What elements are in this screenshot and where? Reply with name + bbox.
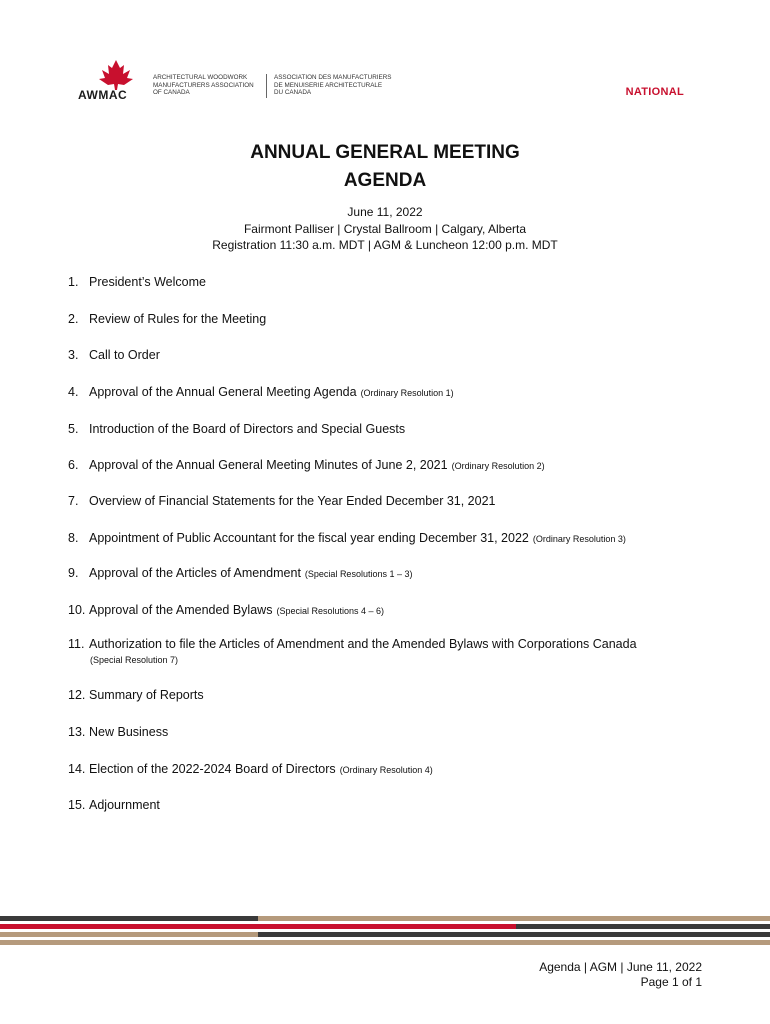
agenda-item-text: Authorization to file the Articles of Amendment and the Amended Bylaws with Corporations Canada [89,637,637,651]
org-name-english: ARCHITECTURAL WOODWORK MANUFACTURERS ASSOCIATION OF CANADA [153,74,254,97]
agenda-item [68,688,204,702]
agenda-item [68,348,160,362]
agenda-item [68,603,384,617]
footer-page-number: Page 1 of 1 [640,975,702,989]
agenda-item [68,422,405,436]
document-title: ANNUAL GENERAL MEETING [250,142,520,163]
agenda-item-text: Approval of the Annual General Meeting Minutes of June 2, 2021 [89,458,448,472]
agenda-item-number: 5. [68,422,79,436]
document-subtitle: AGENDA [343,170,427,191]
awmac-logo [78,60,398,102]
agenda-item-number: 6. [68,458,79,472]
agenda-item-text: Review of Rules for the Meeting [89,312,267,326]
agenda-item-text: Overview of Financial Statements for the Year Ended December 31, 2021 [89,494,496,508]
agenda-item-number: 8. [68,531,79,545]
meeting-venue: Fairmont Palliser | Crystal Ballroom | Calgary, Alberta [243,222,527,236]
agenda-item [68,312,266,326]
agenda-item-number: 1. [68,275,79,289]
agenda-item-number: 4. [68,385,79,399]
agenda-item-text: Election of the 2022-2024 Board of Directors [89,762,336,776]
agenda-item-number: 10. [68,603,86,617]
agenda-item [68,566,412,580]
agenda-item [68,637,637,651]
agenda-item-number: 12. [68,688,86,702]
agenda-item-number: 11. [68,637,85,651]
footer-band-tan-2 [0,932,258,937]
footer-band-dark-1 [0,916,258,921]
agenda-item [68,798,160,812]
agenda-item-number: 9. [68,566,79,580]
agenda-item [68,762,433,776]
agenda-item-text: Adjournment [89,798,160,812]
meeting-date: June 11, 2022 [347,205,423,219]
agenda-item-text: Approval of the Amended Bylaws [89,603,273,617]
footer-band-red-1 [0,924,516,929]
agenda-item [68,275,206,289]
national-label: NATIONAL [625,86,684,98]
agenda-item-number: 14. [68,762,86,776]
logo-divider [266,74,267,98]
footer-band-tan-1 [258,916,770,921]
logo-wordmark: AWMAC [78,88,128,102]
agenda-item-number: 13. [68,725,86,739]
footer-band-tan-3 [0,940,770,945]
agenda-item-text: Introduction of the Board of Directors and Special Guests [89,422,406,436]
footer-band-dark-3 [258,932,770,937]
org-name-french: ASSOCIATION DES MANUFACTURIERS DE MENUISERIE ARCHITECTURALE DU CANADA [274,74,392,97]
agenda-item [68,725,168,739]
agenda-item [68,531,626,545]
agenda-item-resolution: (Ordinary Resolution 3) [532,534,626,544]
agenda-item-text: Approval of the Articles of Amendment [89,566,301,580]
agenda-item-text: President’s Welcome [89,275,206,289]
agenda-item-resolution: (Special Resolutions 1 – 3) [304,569,413,579]
agenda-item [68,494,495,508]
agenda-item-resolution: (Ordinary Resolution 4) [339,765,433,775]
agenda-item-text: Approval of the Annual General Meeting Agenda [89,385,357,399]
footer-band-dark-2 [516,924,770,929]
agenda-item-text: Call to Order [89,348,160,362]
agenda-item-text: Appointment of Public Accountant for the fiscal year ending December 31, 2022 [89,531,529,545]
footer-doc-info: Agenda | AGM | June 11, 2022 [539,960,702,974]
agenda-item-number: 3. [68,348,79,362]
agenda-item-resolution: (Ordinary Resolution 2) [451,461,545,471]
agenda-item-resolution: (Special Resolutions 4 – 6) [276,606,385,616]
agenda-item-number: 2. [68,312,79,326]
agenda-item-text: Summary of Reports [89,688,204,702]
agenda-item-number: 7. [68,494,79,508]
agenda-item-text: New Business [89,725,169,739]
item-11-note: (Special Resolution 7) [90,655,179,665]
agenda-item-resolution: (Ordinary Resolution 1) [360,388,454,398]
agenda-item-number: 15. [68,798,86,812]
agenda-item [68,385,454,399]
agenda-item [68,458,545,472]
meeting-times: Registration 11:30 a.m. MDT | AGM & Luncheon 12:00 p.m. MDT [212,238,558,252]
